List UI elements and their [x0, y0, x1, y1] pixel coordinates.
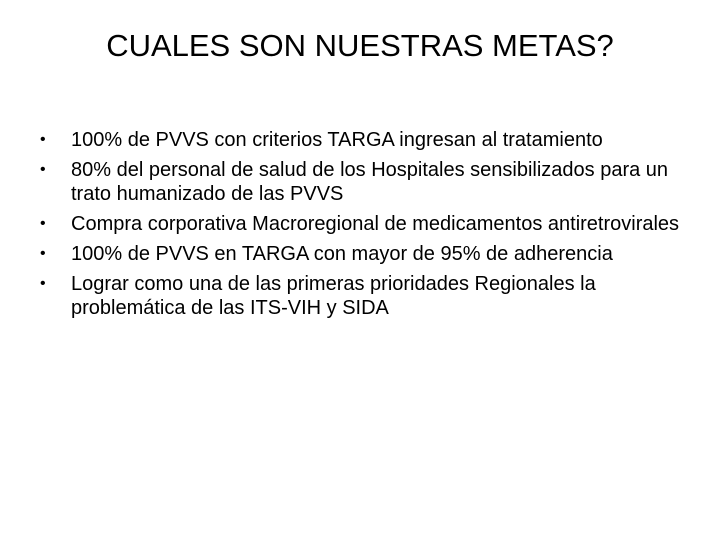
bullet-dot: •	[40, 131, 46, 148]
bullet-item	[40, 242, 690, 266]
bullet-text: Compra corporativa Macroregional de medicamentos antiretrovirales	[71, 213, 680, 235]
bullet-text: 100% de PVVS con criterios TARGA ingresan al tratamiento	[71, 129, 603, 151]
slide-title: CUALES SON NUESTRAS METAS?	[106, 28, 614, 63]
bullet-dot: •	[40, 245, 46, 262]
bullet-item	[40, 158, 690, 206]
bullet-text: Lograr como una de las primeras prioridades Regionales la problemática de las ITS-VIH y SIDA	[71, 273, 596, 319]
bullet-dot: •	[40, 215, 46, 232]
bullet-dot: •	[40, 161, 46, 178]
bullet-item	[40, 128, 690, 152]
bullet-item	[40, 272, 690, 320]
bullet-list	[40, 128, 690, 326]
bullet-text: 80% del personal de salud de los Hospitales sensibilizados para un trato humanizado de las PVVS	[71, 159, 669, 205]
bullet-item	[40, 212, 690, 236]
bullet-text: 100% de PVVS en TARGA con mayor de 95% de adherencia	[71, 243, 613, 265]
bullet-dot: •	[40, 275, 46, 292]
